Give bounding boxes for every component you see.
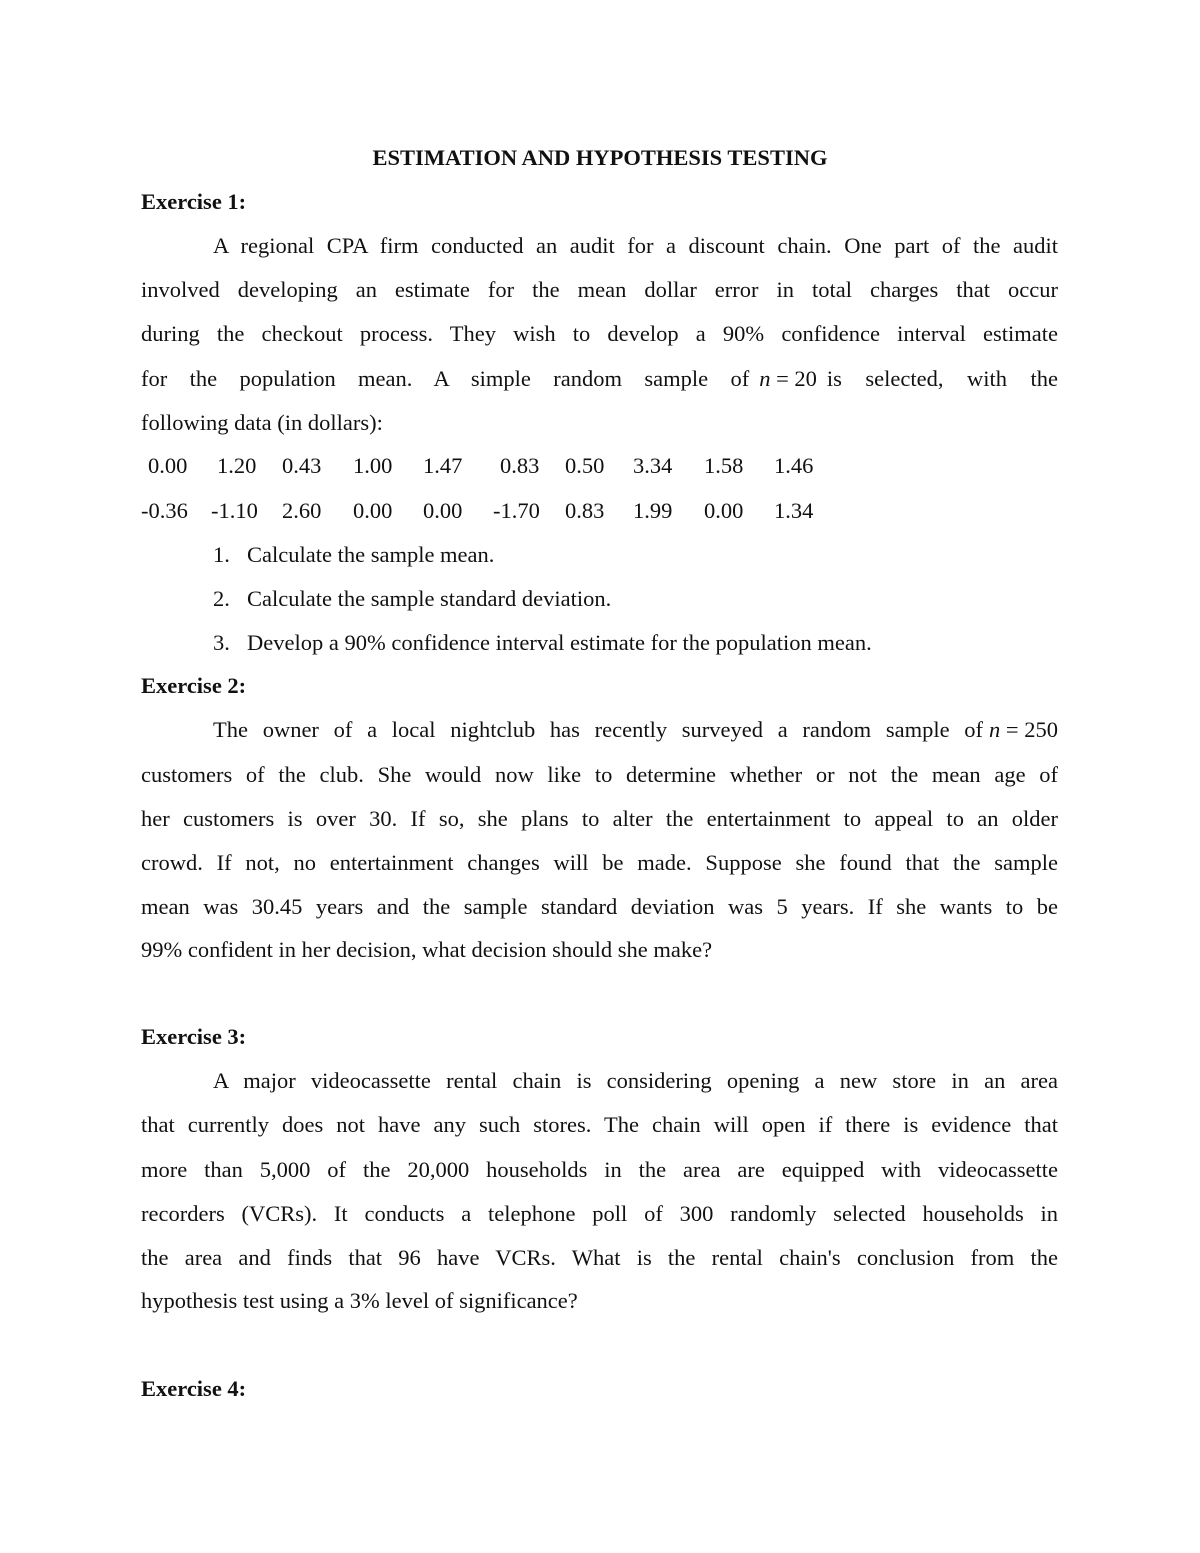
exercise-3-heading: Exercise 3:	[141, 1024, 247, 1049]
data-value: 0.00	[353, 498, 393, 523]
question-text: Develop a 90% confidence interval estimate for the population mean.	[247, 630, 872, 655]
exercise-2-n-expression	[989, 715, 1058, 745]
data-value: 2.60	[282, 498, 322, 523]
question-number: 3.	[213, 630, 230, 655]
exercise-3-line-6: hypothesis test using a 3% level of significance?	[141, 1288, 578, 1313]
exercise-4-heading: Exercise 4:	[141, 1376, 247, 1401]
data-value: 0.43	[282, 453, 322, 478]
data-value: -1.10	[211, 498, 258, 523]
exercise-2-line-5: mean was 30.45 years and the sample standard deviation was 5 years. If she wants to be	[141, 894, 1058, 919]
page-title: ESTIMATION AND HYPOTHESIS TESTING	[372, 145, 828, 170]
exercise-3-line-5: the area and finds that 96 have VCRs. What is the rental chain's conclusion from the	[141, 1245, 1058, 1270]
exercise-2-line-3: her customers is over 30. If so, she plans to alter the entertainment to appeal to an older	[141, 806, 1058, 831]
data-value: 3.34	[633, 453, 673, 478]
exercise-1-line-1: A regional CPA firm conducted an audit for a discount chain. One part of the audit	[213, 233, 1058, 258]
exercise-1-line-4	[141, 364, 1058, 394]
data-value: 1.20	[217, 453, 257, 478]
exercise-3-line-4: recorders (VCRs). It conducts a telephone poll of 300 randomly selected households in	[141, 1201, 1058, 1226]
exercise-3-line-1: A major videocassette rental chain is considering opening a new store in an area	[213, 1068, 1058, 1093]
n-value: = 20	[770, 366, 817, 391]
data-value: 1.99	[633, 498, 673, 523]
exercise-1-line-2: involved developing an estimate for the mean dollar error in total charges that occur	[141, 277, 1058, 302]
exercise-1-line-5: following data (in dollars):	[141, 410, 383, 435]
data-value: 0.00	[423, 498, 463, 523]
question-text: Calculate the sample standard deviation.	[247, 586, 612, 611]
data-value: 1.47	[423, 453, 463, 478]
exercise-2-line-1-text: The owner of a local nightclub has recently surveyed a random sample of	[213, 717, 984, 742]
exercise-2-line-4: crowd. If not, no entertainment changes will be made. Suppose she found that the sample	[141, 850, 1058, 875]
exercise-1-n-expression	[759, 364, 817, 394]
data-value: -0.36	[141, 498, 188, 523]
exercise-1-heading: Exercise 1:	[141, 189, 247, 214]
data-value: 0.83	[500, 453, 540, 478]
data-value: 0.83	[565, 498, 605, 523]
exercise-3-line-3: more than 5,000 of the 20,000 households in the area are equipped with videocassette	[141, 1157, 1058, 1182]
data-value: 1.00	[353, 453, 393, 478]
data-value: 0.00	[148, 453, 188, 478]
n-variable: n	[759, 366, 771, 391]
data-value: 1.34	[774, 498, 814, 523]
question-number: 2.	[213, 586, 230, 611]
data-value: 0.00	[704, 498, 744, 523]
data-value: -1.70	[493, 498, 540, 523]
n-variable: n	[989, 717, 1001, 742]
exercise-2-line-6: 99% confident in her decision, what decision should she make?	[141, 937, 713, 962]
exercise-1-line-4-end: is selected, with the	[826, 366, 1058, 391]
data-value: 1.46	[774, 453, 814, 478]
exercise-2-line-1	[213, 715, 1058, 745]
exercise-2-line-2: customers of the club. She would now like to determine whether or not the mean age of	[141, 762, 1058, 787]
data-value: 1.58	[704, 453, 744, 478]
question-text: Calculate the sample mean.	[247, 542, 495, 567]
n-value: = 250	[1000, 717, 1058, 742]
exercise-3-line-2: that currently does not have any such stores. The chain will open if there is evidence that	[141, 1112, 1058, 1137]
question-number: 1.	[213, 542, 230, 567]
exercise-1-line-3: during the checkout process. They wish to develop a 90% confidence interval estimate	[141, 321, 1058, 346]
data-value: 0.50	[565, 453, 605, 478]
exercise-1-line-4-start: for the population mean. A simple random sample of	[141, 366, 750, 391]
exercise-2-heading: Exercise 2:	[141, 673, 247, 698]
